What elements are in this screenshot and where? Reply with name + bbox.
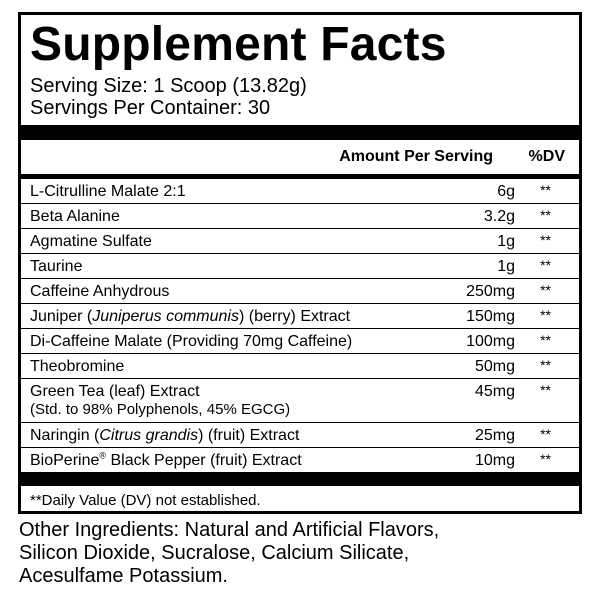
ingredient-row [21, 254, 579, 279]
ingredient-row [21, 229, 579, 254]
ingredient-standardization-note: (Std. to 98% Polyphenols, 45% EGCG) [30, 401, 291, 418]
ingredient-name: Beta Alanine [30, 208, 120, 225]
daily-value-header: %DV [528, 148, 565, 165]
ingredient-name: L-Citrulline Malate 2:1 [30, 183, 186, 200]
bottom-divider-bar [21, 472, 579, 486]
ingredient-row [21, 179, 579, 204]
ingredient-amount: 50mg [474, 358, 515, 375]
ingredient-amount: 45mg [474, 383, 515, 400]
ingredient-dv: ** [540, 332, 551, 348]
panel-title: Supplement Facts [30, 18, 447, 71]
ingredient-amount: 1g [497, 233, 515, 250]
ingredient-row [21, 279, 579, 304]
ingredient-row [21, 329, 579, 354]
ingredient-amount: 1g [497, 258, 515, 275]
ingredient-amount: 100mg [466, 333, 515, 350]
ingredient-name: Agmatine Sulfate [30, 233, 152, 250]
amount-per-serving-header: Amount Per Serving [339, 148, 493, 165]
ingredient-amount: 10mg [474, 452, 515, 469]
ingredient-amount: 150mg [466, 308, 515, 325]
ingredient-name: Green Tea (leaf) Extract [30, 383, 200, 400]
ingredient-row [21, 304, 579, 329]
ingredient-row [21, 448, 579, 472]
ingredient-amount: 250mg [466, 283, 515, 300]
ingredient-amount: 6g [497, 183, 515, 200]
ingredient-name: Caffeine Anhydrous [30, 283, 170, 300]
ingredient-name: Juniper (Juniperus communis) (berry) Extract [30, 308, 351, 325]
ingredient-dv: ** [540, 357, 551, 373]
other-ingredients-line: Silicon Dioxide, Sucralose, Calcium Silicate, [19, 542, 410, 564]
ingredient-amount: 3.2g [483, 208, 515, 225]
supplement-facts-panel [18, 12, 582, 514]
ingredient-name: Taurine [30, 258, 83, 275]
ingredient-dv: ** [540, 207, 551, 223]
ingredient-name: Theobromine [30, 358, 125, 375]
ingredient-row [21, 379, 579, 423]
serving-size: Serving Size: 1 Scoop (13.82g) [30, 75, 307, 97]
ingredient-table [21, 179, 579, 472]
servings-per-container: Servings Per Container: 30 [30, 97, 271, 119]
ingredient-dv: ** [540, 307, 551, 323]
other-ingredients-line: Acesulfame Potassium. [19, 565, 228, 587]
ingredient-row [21, 204, 579, 229]
ingredient-dv: ** [540, 426, 551, 442]
ingredient-amount: 25mg [474, 427, 515, 444]
ingredient-name: Naringin (Citrus grandis) (fruit) Extract [30, 427, 300, 444]
daily-value-footnote: **Daily Value (DV) not established. [30, 492, 261, 509]
top-divider-bar [21, 125, 579, 140]
registered-mark: ® [99, 450, 107, 461]
ingredient-row [21, 423, 579, 448]
ingredient-dv: ** [540, 182, 551, 198]
ingredient-dv: ** [540, 257, 551, 273]
ingredient-dv: ** [540, 282, 551, 298]
ingredient-row [21, 354, 579, 379]
ingredient-dv: ** [540, 232, 551, 248]
other-ingredients [19, 519, 589, 588]
ingredient-dv: ** [540, 451, 551, 467]
ingredient-name: Di-Caffeine Malate (Providing 70mg Caffeine) [30, 333, 353, 350]
ingredient-name: BioPerine® Black Pepper (fruit) Extract [30, 450, 302, 469]
ingredient-dv: ** [540, 382, 551, 398]
other-ingredients-line: Other Ingredients: Natural and Artificial Flavors, [19, 519, 440, 541]
column-header-row [21, 140, 579, 179]
